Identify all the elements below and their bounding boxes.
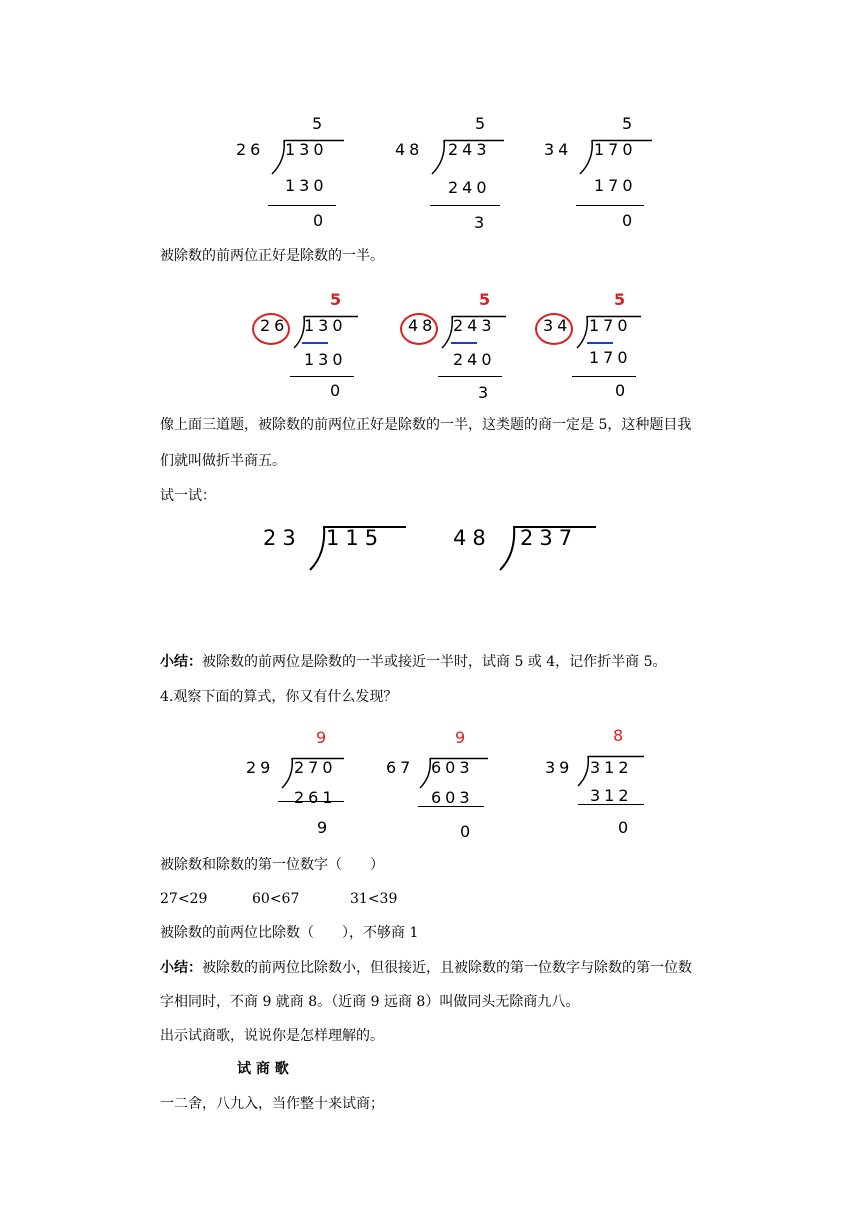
- quotient: 8: [613, 726, 628, 745]
- product: 240: [448, 178, 491, 197]
- question-4: 4.观察下面的算式，你又有什么发现？: [160, 689, 398, 705]
- dividend: 115: [326, 526, 385, 550]
- first-two-digits-underline: [302, 342, 328, 344]
- quotient: 5: [475, 114, 490, 133]
- quotient: 9: [316, 728, 331, 747]
- remainder: 9: [317, 818, 332, 837]
- product: 261: [294, 788, 337, 807]
- compare-1: 27<29: [160, 891, 208, 907]
- remainder: 0: [622, 211, 637, 230]
- text-half: 被除数的前两位正好是除数的一半。: [160, 248, 384, 264]
- summary-text: 被除数的前两位比除数小，但很接近，且被除数的第一位数字与除数的第一位数: [202, 960, 692, 976]
- divisor: 34: [543, 316, 572, 335]
- try-label: 试一试：: [160, 488, 216, 504]
- divisor: 29: [246, 758, 275, 777]
- quotient: 5: [479, 290, 495, 309]
- show-song-line: 出示试商歌，说说你是怎样理解的。: [160, 1028, 384, 1044]
- quotient: 5: [622, 114, 637, 133]
- divisor: 39: [545, 758, 574, 777]
- summary-2-line-2: 字相同时，不商 9 就商 8。（近商 9 远商 8）叫做同头无除商九八。: [160, 994, 580, 1010]
- summary-label: 小结：: [160, 960, 202, 976]
- dividend: 130: [285, 140, 328, 159]
- remainder: 3: [474, 213, 489, 232]
- remainder: 0: [313, 211, 328, 230]
- remainder: 0: [460, 822, 475, 841]
- summary-text: 被除数的前两位是除数的一半或接近一半时，试商 5 或 4，记作折半商 5。: [202, 654, 667, 670]
- dividend: 243: [453, 316, 496, 335]
- dividend: 170: [589, 316, 632, 335]
- subtraction-line: [430, 205, 500, 206]
- subtraction-line: [576, 205, 644, 206]
- dividend: 243: [448, 140, 491, 159]
- divisor: 26: [236, 140, 265, 159]
- dividend: 270: [294, 758, 337, 777]
- paragraph-line: 们就叫做折半商五。: [160, 453, 286, 469]
- summary-1: [160, 652, 667, 672]
- subtraction-line: [268, 205, 336, 206]
- subtraction-line: [438, 376, 502, 377]
- product: 603: [431, 788, 474, 807]
- remainder: 0: [618, 818, 633, 837]
- summary-label: 小结：: [160, 654, 202, 670]
- product: 240: [453, 350, 496, 369]
- divisor: 48: [453, 526, 492, 550]
- quotient: 5: [330, 290, 346, 309]
- subtraction-line: [278, 801, 344, 802]
- first-two-digits-line: 被除数的前两位比除数（ ），不够商 1: [160, 925, 419, 941]
- subtraction-line: [572, 376, 636, 377]
- dividend: 603: [431, 758, 474, 777]
- product: 130: [304, 350, 347, 369]
- quotient: 5: [614, 290, 630, 309]
- first-two-digits-underline: [587, 342, 613, 344]
- subtraction-line: [418, 806, 484, 807]
- product: 170: [589, 348, 632, 367]
- compare-3: 31<39: [350, 891, 398, 907]
- divisor: 48: [395, 140, 424, 159]
- dividend: 130: [304, 316, 347, 335]
- song-title: 试 商 歌: [237, 1061, 289, 1077]
- subtraction-line: [578, 804, 644, 805]
- remainder: 0: [615, 381, 630, 400]
- summary-2-line-1: [160, 958, 692, 978]
- dividend: 312: [590, 758, 633, 777]
- divisor: 34: [544, 140, 573, 159]
- paragraph-line: 像上面三道题，被除数的前两位正好是除数的一半，这类题的商一定是 5，这种题目我: [160, 417, 692, 433]
- remainder: 0: [330, 381, 345, 400]
- product: 170: [594, 176, 637, 195]
- first-two-digits-underline: [451, 342, 477, 344]
- divisor: 48: [408, 316, 437, 335]
- remainder: 3: [478, 383, 493, 402]
- divisor: 67: [386, 758, 415, 777]
- quotient: 5: [312, 114, 327, 133]
- first-digit-line: 被除数和除数的第一位数字（ ）: [160, 857, 384, 873]
- product: 130: [285, 176, 328, 195]
- subtraction-line: [290, 376, 354, 377]
- dividend: 237: [520, 526, 579, 550]
- quotient: 9: [455, 728, 470, 747]
- product: 312: [590, 786, 633, 805]
- divisor: 23: [263, 526, 302, 550]
- song-line-1: 一二舍，八九入，当作整十来试商；: [160, 1096, 384, 1112]
- compare-2: 60<67: [252, 891, 300, 907]
- divisor: 26: [260, 316, 289, 335]
- dividend: 170: [594, 140, 637, 159]
